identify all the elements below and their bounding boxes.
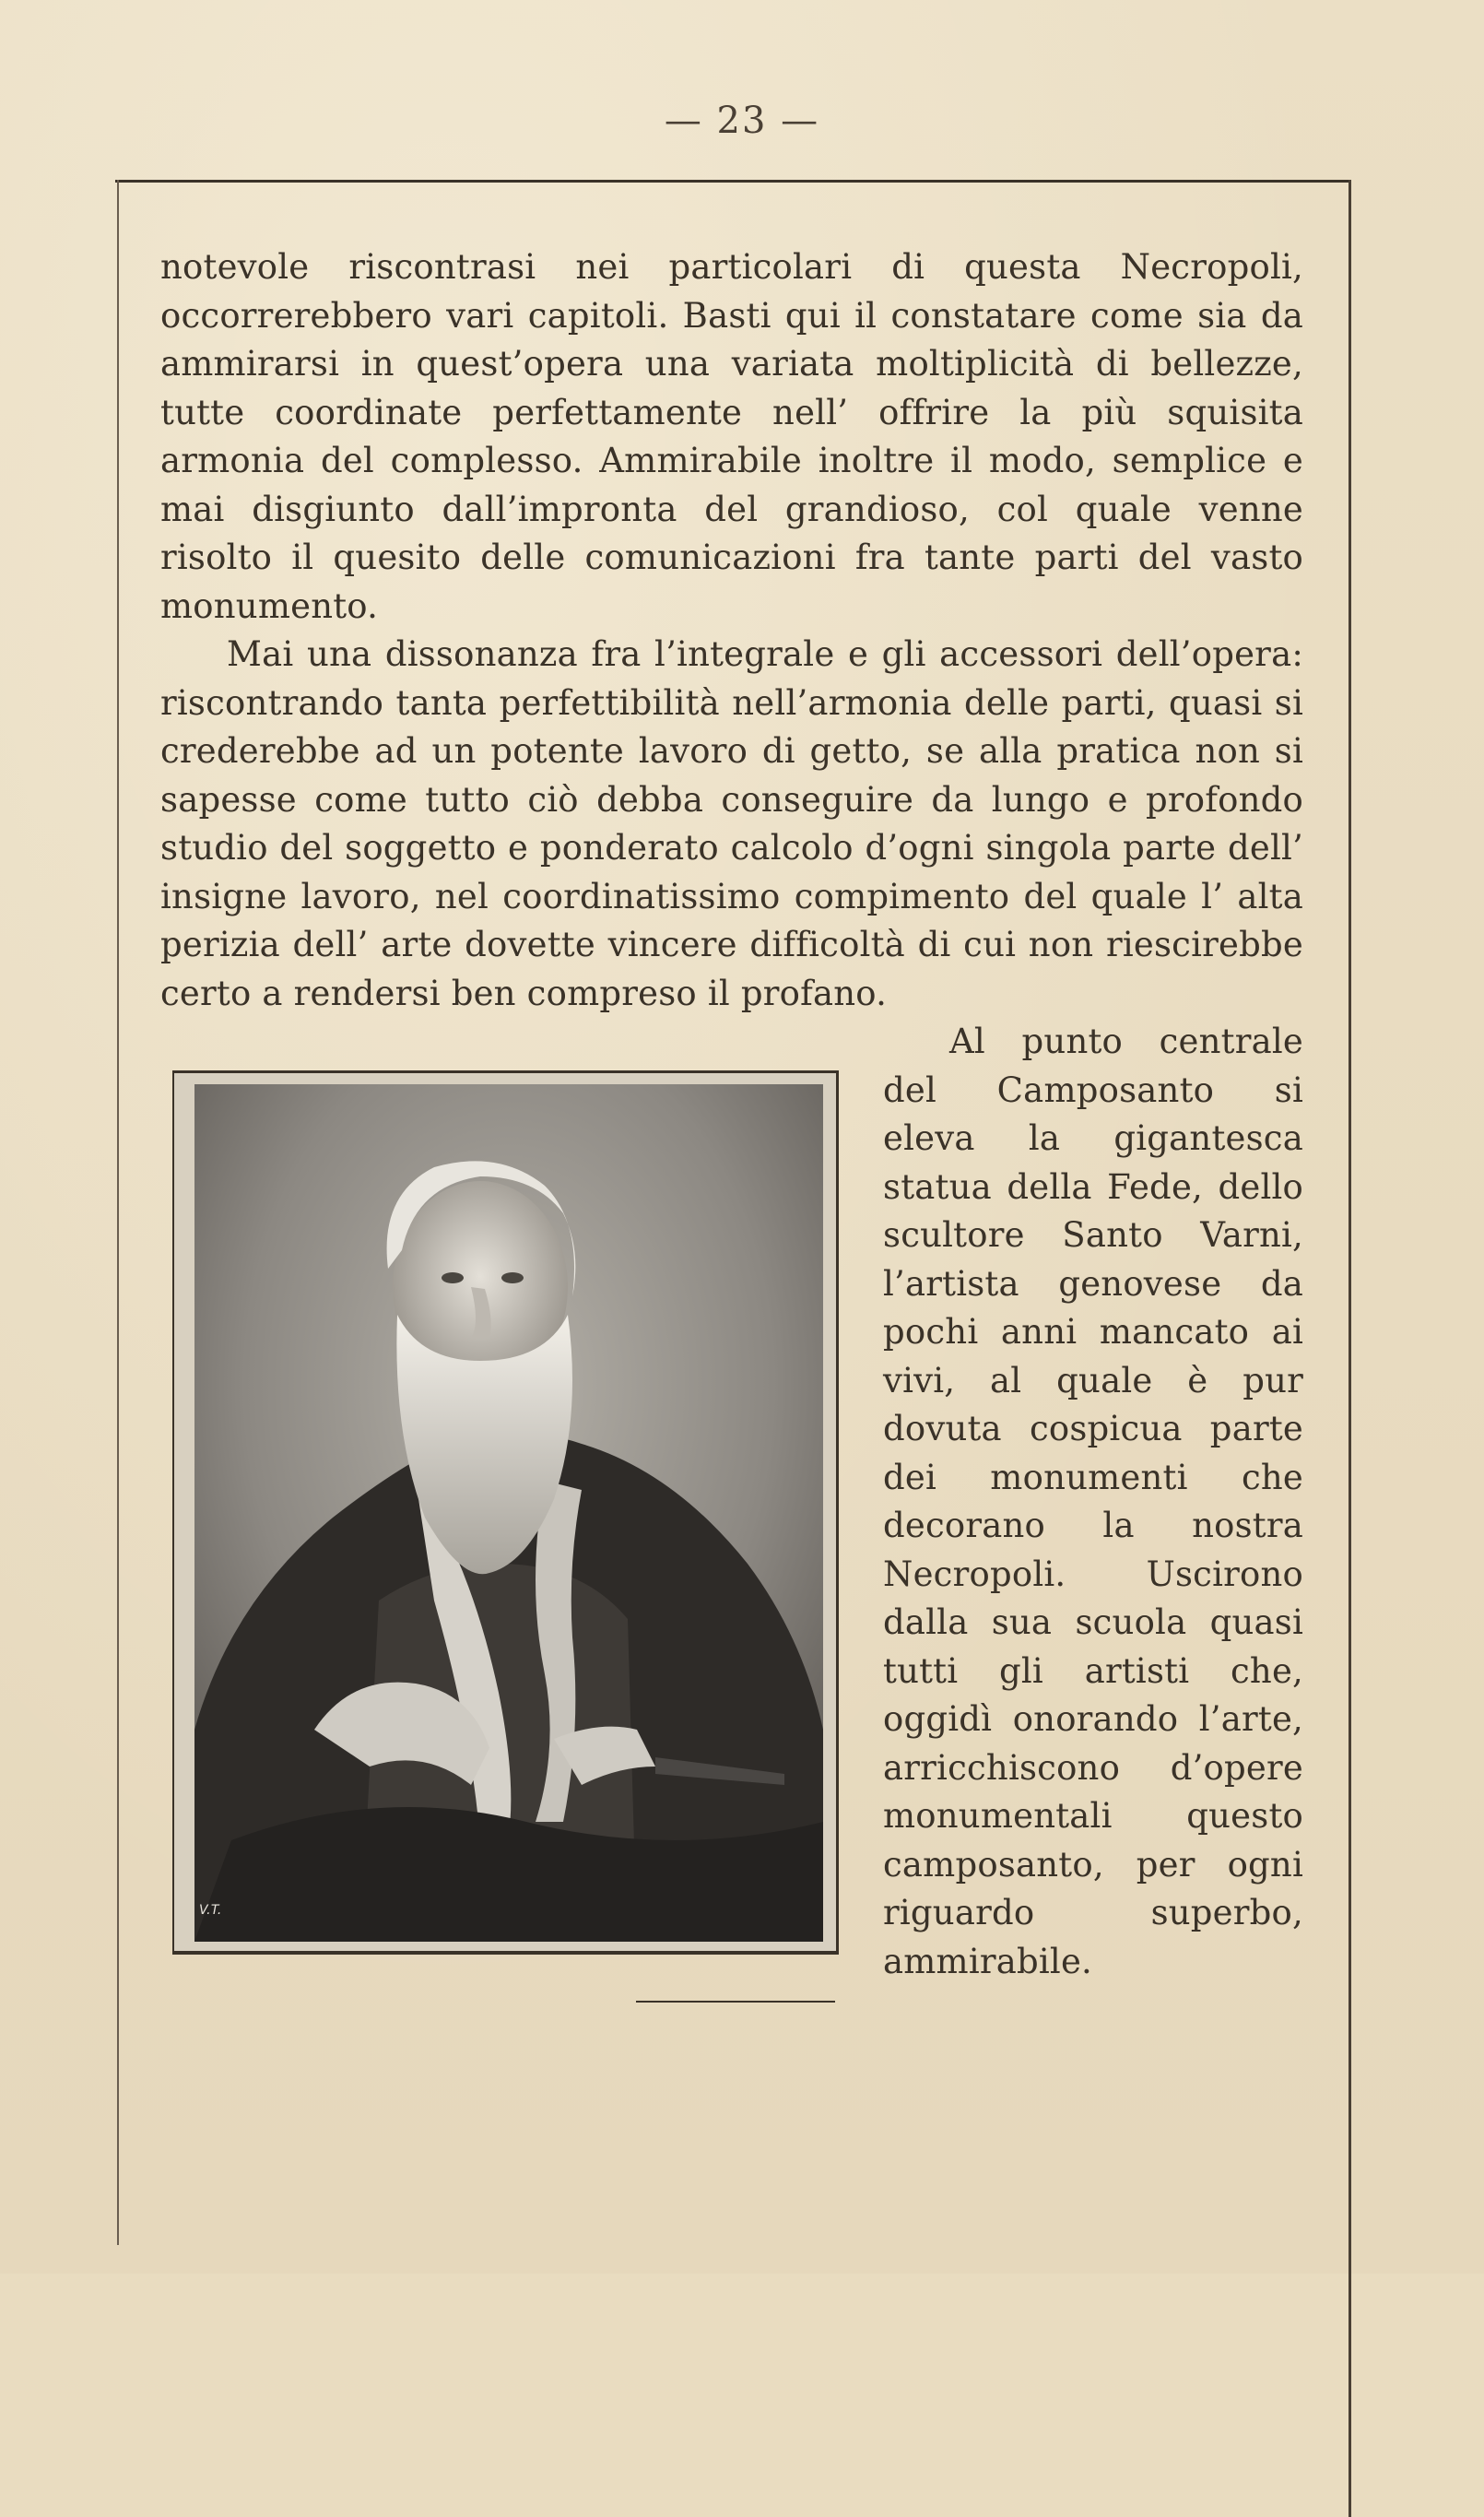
closing-rule — [636, 2001, 835, 2003]
portrait-photo — [194, 1084, 823, 1942]
frame-right-rule — [1349, 180, 1351, 2517]
page-number: — 23 — — [664, 100, 820, 142]
body-text — [160, 243, 1303, 1986]
frame-top-rule — [115, 180, 1350, 183]
portrait-illustration — [194, 1084, 823, 1942]
paragraph-1: notevole riscontrasi nei particolari di questa Necropoli, occorrerebbero vari capitoli. Basti qui il constatare come sia da ammirarsi in quest’opera una variata moltiplicità di bellezze, tutte coordinate perfettamente nell’ offrire la più squisita armonia del complesso. Ammirabile inoltre il modo, semplice e mai disgiunto dall’impronta del grandioso, col quale venne risolto il quesito delle comunicazioni fra tante parti del vasto monumento. — [160, 247, 1303, 626]
paragraph-2-text: Mai una dissonanza fra l’integrale e gli accessori dell’opera: riscontrando tanta perfettibilità nell’armonia delle parti, quasi si crederebbe ad un potente lavoro di getto, se alla pratica non si sapesse come tutto ciò debba conseguire da lungo e profondo studio del soggetto e ponderato calcolo d’ogni singola parte dell’ insigne lavoro, nel coordinatissimo compimento del quale l’ alta perizia dell’ arte dovette vincere difficoltà di cui non riescirebbe certo a rendersi ben compreso il profano. — [160, 634, 1303, 1013]
portrait-frame — [172, 1070, 839, 1955]
paragraph-3: Al punto centrale del Camposanto si eleva la gigantesca statua della Fede, dello scultore Santo Varni, l’artista genovese da pochi anni mancato ai vivi, al quale è pur dovuta cospicua parte dei monumenti che decorano la nostra Necropoli. Uscirono dalla sua scuola quasi tutti gli artisti che, oggidì onorando l’arte, arricchiscono d’opere monumentali questo camposanto, per ogni riguardo superbo, ammirabile. — [883, 1022, 1303, 1981]
portrait-figure — [160, 1040, 846, 1953]
frame-left-rule — [117, 180, 119, 2245]
paragraph-2 — [160, 631, 1303, 1018]
photographer-initials: V.T. — [199, 1902, 222, 1918]
